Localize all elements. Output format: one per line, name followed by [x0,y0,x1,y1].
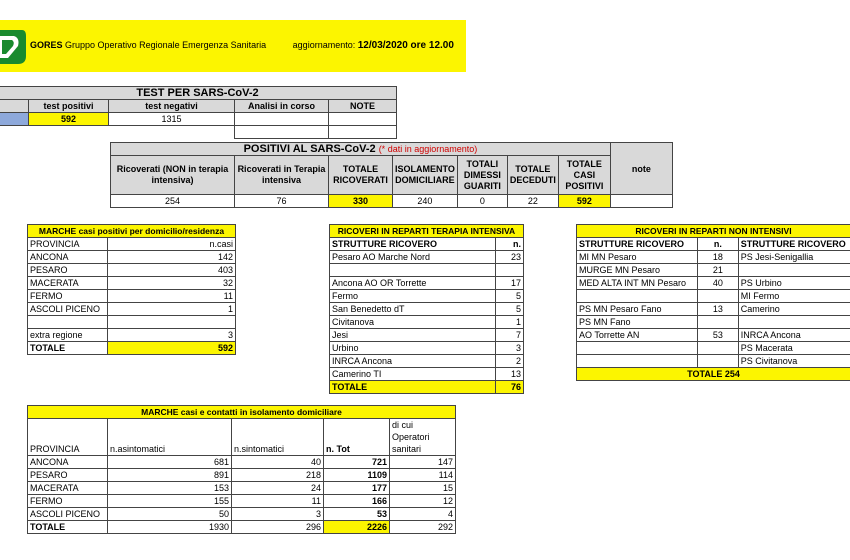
iso-h-provincia: PROVINCIA [28,419,108,456]
positivi-v-tot-ricoverati: 330 [329,195,393,208]
marche-h-provincia: PROVINCIA [28,238,108,251]
positivi-v-isolamento: 240 [393,195,458,208]
table-row: FERMO 155 11 166 12 [28,495,456,508]
region-logo-icon [0,26,26,66]
test-analisi-header: Analisi in corso [235,100,329,113]
table-row: PS Civitanova [577,355,850,368]
positivi-h-isolamento: ISOLAMENTO DOMICILIARE [393,156,458,195]
positivi-v-dimessi: 0 [457,195,507,208]
table-row: San Benedetto dT 5 [330,303,524,316]
table-row: MI Fermo [577,290,850,303]
marche-total-label: TOTALE [28,342,108,355]
positivi-title-text: POSITIVI AL SARS-CoV-2 [243,143,376,155]
brand-name: GORES [30,40,63,50]
iso-h-asintomatici: n.asintomatici [108,419,232,456]
ni-total: TOTALE 254 [577,368,850,381]
table-row: MACERATA 32 [28,277,236,290]
positivi-h-dimessi: TOTALI DIMESSI GUARITI [457,156,507,195]
test-note-header: NOTE [329,100,397,113]
positivi-h-tot-ricoverati: TOTALE RICOVERATI [329,156,393,195]
positivi-h-tot-positivi: TOTALE CASI POSITIVI [558,156,610,195]
iso-total-sintomatici: 296 [232,521,324,534]
ni-title: RICOVERI IN REPARTI NON INTENSIVI [577,225,850,238]
update-label: aggiornamento: [292,40,356,50]
table-row: Urbino 3 [330,342,524,355]
positivi-v-deceduti: 22 [507,195,558,208]
test-positivi-header: test positivi [29,100,109,113]
ni-h-strutture: STRUTTURE RICOVERO [577,238,698,251]
ti-title: RICOVERI IN REPARTI TERAPIA INTENSIVA [330,225,524,238]
table-row: ANCONA 681 40 721 147 [28,456,456,469]
ni-h-n: n. [697,238,738,251]
table-row: Ancona AO OR Torrette 17 [330,277,524,290]
ni-h-strutture-2: STRUTTURE RICOVERO [738,238,850,251]
table-row: PESARO 403 [28,264,236,277]
table-row: Camerino TI 13 [330,368,524,381]
positivi-title [111,143,611,156]
iso-total-asintomatici: 1930 [108,521,232,534]
iso-title: MARCHE casi e contatti in isolamento domiciliare [28,406,456,419]
positivi-v-note [610,195,672,208]
terapia-intensiva-table [329,224,524,394]
positivi-v-terapia: 76 [235,195,329,208]
positivi-h-deceduti: TOTALE DECEDUTI [507,156,558,195]
non-intensivi-table [576,224,850,381]
table-row: MED ALTA INT MN Pesaro 40 PS Urbino [577,277,850,290]
table-row: Civitanova 1 [330,316,524,329]
positivi-table [110,142,673,208]
test-title: TEST PER SARS-CoV-2 [0,87,397,100]
positivi-h-terapia: Ricoverati in Terapia intensiva [235,156,329,195]
test-negativi-value: 1315 [109,113,235,126]
table-row: ANCONA 142 [28,251,236,264]
iso-total-label: TOTALE [28,521,108,534]
isolamento-table [27,405,456,534]
table-row: PS MN Pesaro Fano 13 Camerino [577,303,850,316]
test-blue-cell [0,113,29,126]
header-text [30,40,454,51]
table-row: Pesaro AO Marche Nord 23 [330,251,524,264]
table-row [28,316,236,329]
positivi-h-ricoverati: Ricoverati (NON in terapia intensiva) [111,156,235,195]
table-row [330,264,524,277]
ti-total-value: 76 [496,381,524,394]
table-row: ASCOLI PICENO 1 [28,303,236,316]
table-row: Jesi 7 [330,329,524,342]
table-row: ASCOLI PICENO 50 3 53 4 [28,508,456,521]
update-value: 12/03/2020 ore 12.00 [357,40,454,51]
table-row: FERMO 11 [28,290,236,303]
iso-h-tot: n. Tot [324,419,390,456]
positivi-v-tot-positivi: 592 [558,195,610,208]
table-row: MURGE MN Pesaro 21 [577,264,850,277]
ti-h-n: n. [496,238,524,251]
iso-h-sintomatici: n.sintomatici [232,419,324,456]
ti-h-strutture: STRUTTURE RICOVERO [330,238,496,251]
iso-total-operatori: 292 [390,521,456,534]
table-row: MI MN Pesaro 18 PS Jesi-Senigallia [577,251,850,264]
brand-subtitle: Gruppo Operativo Regionale Emergenza Sanitaria [65,40,267,50]
positivi-v-ricoverati: 254 [111,195,235,208]
table-row: AO Torrette AN 53 INRCA Ancona [577,329,850,342]
table-row: Fermo 5 [330,290,524,303]
table-row: PESARO 891 218 1109 114 [28,469,456,482]
table-row: PS Macerata [577,342,850,355]
table-row: extra regione 3 [28,329,236,342]
marche-casi-table [27,224,236,355]
test-positivi-value: 592 [29,113,109,126]
test-negativi-header: test negativi [109,100,235,113]
table-row: INRCA Ancona 2 [330,355,524,368]
ti-total-label: TOTALE [330,381,496,394]
positivi-note-header: note [610,143,672,195]
iso-total-tot: 2226 [324,521,390,534]
marche-h-casi: n.casi [108,238,236,251]
positivi-title-note: (* dati in aggiornamento) [378,144,478,154]
marche-casi-title: MARCHE casi positivi per domicilio/residenza [28,225,236,238]
marche-total-value: 592 [108,342,236,355]
iso-h-operatori: di cui Operatori sanitari [390,419,456,456]
table-row: PS MN Fano [577,316,850,329]
test-table [0,86,397,139]
table-row: MACERATA 153 24 177 15 [28,482,456,495]
